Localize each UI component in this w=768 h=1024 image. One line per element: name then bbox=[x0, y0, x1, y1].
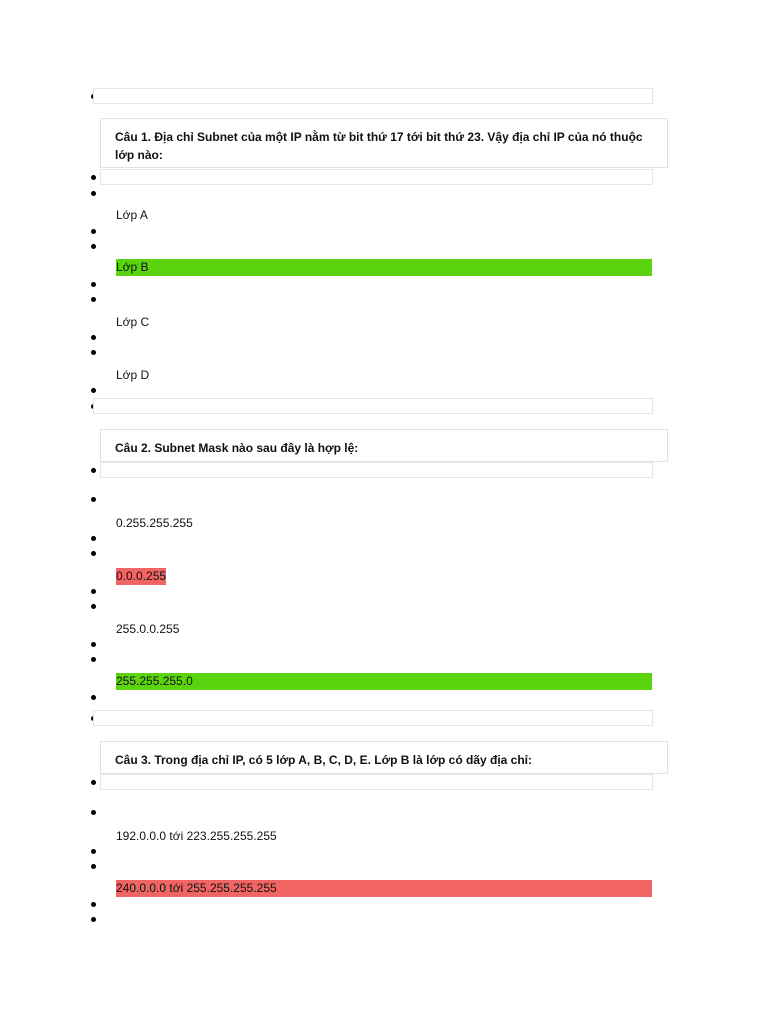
list-bullet bbox=[91, 589, 96, 594]
list-bullet bbox=[91, 388, 96, 393]
empty-row bbox=[93, 710, 653, 726]
list-bullet bbox=[91, 695, 96, 700]
answer-option-incorrect[interactable]: 0.0.0.255 bbox=[116, 569, 167, 583]
list-bullet bbox=[91, 780, 96, 785]
list-bullet bbox=[91, 497, 96, 502]
answer-option-correct[interactable]: 255.255.255.0 bbox=[116, 673, 652, 690]
list-bullet bbox=[91, 849, 96, 854]
answer-option[interactable]: 192.0.0.0 tới 223.255.255.255 bbox=[116, 829, 277, 843]
empty-row bbox=[100, 169, 653, 185]
empty-row bbox=[93, 88, 653, 104]
list-bullet bbox=[91, 297, 96, 302]
list-bullet bbox=[91, 604, 96, 609]
list-bullet bbox=[91, 657, 96, 662]
answer-option[interactable]: Lớp D bbox=[116, 368, 150, 382]
answer-option[interactable]: Lớp A bbox=[116, 208, 148, 222]
question-1-text: Câu 1. Địa chỉ Subnet của một IP nằm từ bit thứ 17 tới bit thứ 23. Vậy địa chỉ IP của nó thuộc lớp nào: bbox=[100, 118, 668, 168]
answer-option[interactable]: Lớp C bbox=[116, 315, 150, 329]
answer-option[interactable]: 255.0.0.255 bbox=[116, 622, 180, 636]
list-bullet bbox=[91, 350, 96, 355]
list-bullet bbox=[91, 335, 96, 340]
list-bullet bbox=[91, 175, 96, 180]
list-bullet bbox=[91, 229, 96, 234]
list-bullet bbox=[91, 902, 96, 907]
empty-row bbox=[100, 774, 653, 790]
list-bullet bbox=[91, 810, 96, 815]
list-bullet bbox=[91, 864, 96, 869]
list-bullet bbox=[91, 642, 96, 647]
answer-option[interactable]: 0.255.255.255 bbox=[116, 516, 193, 530]
list-bullet bbox=[91, 551, 96, 556]
answer-option-incorrect[interactable]: 240.0.0.0 tới 255.255.255.255 bbox=[116, 880, 652, 897]
empty-row bbox=[100, 462, 653, 478]
list-bullet bbox=[91, 282, 96, 287]
list-bullet bbox=[91, 191, 96, 196]
question-2-text: Câu 2. Subnet Mask nào sau đây là hợp lệ: bbox=[100, 429, 668, 462]
list-bullet bbox=[91, 536, 96, 541]
empty-row bbox=[93, 398, 653, 414]
answer-option-correct[interactable]: Lớp B bbox=[116, 259, 652, 276]
list-bullet bbox=[91, 244, 96, 249]
list-bullet bbox=[91, 917, 96, 922]
question-3-text: Câu 3. Trong địa chỉ IP, có 5 lớp A, B, C, D, E. Lớp B là lớp có dãy địa chỉ: bbox=[100, 741, 668, 774]
list-bullet bbox=[91, 468, 96, 473]
